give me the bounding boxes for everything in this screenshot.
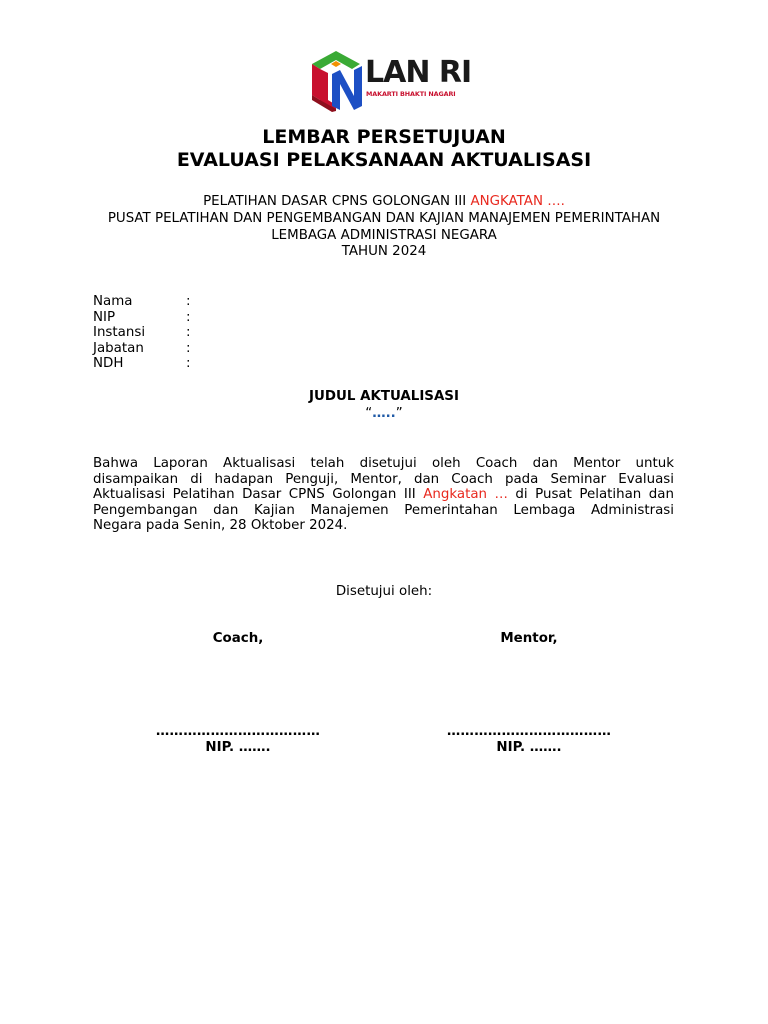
agency-line: LEMBAGA ADMINISTRASI NEGARA [271, 228, 497, 243]
paragraph-line: Bahwa Laporan Aktualisasi telah disetujui oleh Coach dan Mentor untuk [93, 456, 674, 471]
logo-wordmark: LAN RI [365, 55, 472, 90]
paragraph-line: Pengembangan dan Kajian Manajemen Pemerintahan Lembaga Administrasi [93, 502, 674, 518]
mentor-role: Mentor, [500, 631, 558, 646]
year-line: TAHUN 2024 [341, 244, 427, 259]
field-colon: : [186, 309, 191, 325]
approved-by-label: Disetujui oleh: [335, 584, 433, 599]
institution-line: PUSAT PELATIHAN DAN PENGEMBANGAN DAN KAJIAN MANAJEMEN PEMERINTAHAN [107, 211, 661, 226]
document-title-line2: EVALUASI PELAKSANAAN AKTUALISASI [176, 149, 592, 171]
field-colon: : [186, 294, 191, 309]
lan-ri-emblem-icon [310, 50, 366, 112]
paragraph-line: Negara pada Senin, 28 Oktober 2024. [93, 518, 348, 534]
judul-placeholder: ….. [372, 406, 396, 421]
training-line [0, 193, 768, 210]
field-label: Jabatan [93, 340, 144, 356]
approval-paragraph [93, 456, 674, 534]
judul-open-quote: “ [365, 406, 373, 421]
training-line-text: PELATIHAN DASAR CPNS GOLONGAN III [203, 194, 471, 209]
mentor-nip: NIP. ……. [496, 740, 562, 755]
paragraph-text: di Pusat Pelatihan dan [507, 487, 674, 503]
mentor-name-line: ……………………………… [446, 724, 612, 739]
lan-ri-logo [310, 50, 472, 112]
field-label: NIP [93, 309, 116, 325]
paragraph-text: Aktualisasi Pelatihan Dasar CPNS Golongan III [93, 487, 424, 503]
field-colon: : [186, 340, 191, 356]
field-colon: : [186, 325, 191, 341]
field-label: Instansi [93, 325, 146, 341]
field-label: NDH [93, 356, 124, 372]
logo-tagline: MAKARTI BHAKTI NAGARI [366, 90, 456, 98]
judul-heading: JUDUL AKTUALISASI [309, 389, 459, 404]
judul-close-quote: ” [395, 406, 403, 421]
angkatan-placeholder: Angkatan … [423, 487, 508, 503]
paragraph-line [93, 487, 674, 503]
field-colon: : [186, 356, 191, 372]
coach-name-line: ……………………………… [155, 724, 321, 739]
document-title-line1: LEMBAR PERSETUJUAN [262, 126, 506, 148]
angkatan-placeholder: ANGKATAN …. [470, 194, 565, 209]
field-label: Nama [93, 294, 133, 309]
paragraph-line: disampaikan di hadapan Penguji, Mentor, dan Coach pada Seminar Evaluasi [93, 471, 674, 487]
coach-nip: NIP. ……. [205, 740, 271, 755]
judul-value [0, 405, 768, 422]
coach-role: Coach, [212, 631, 264, 646]
